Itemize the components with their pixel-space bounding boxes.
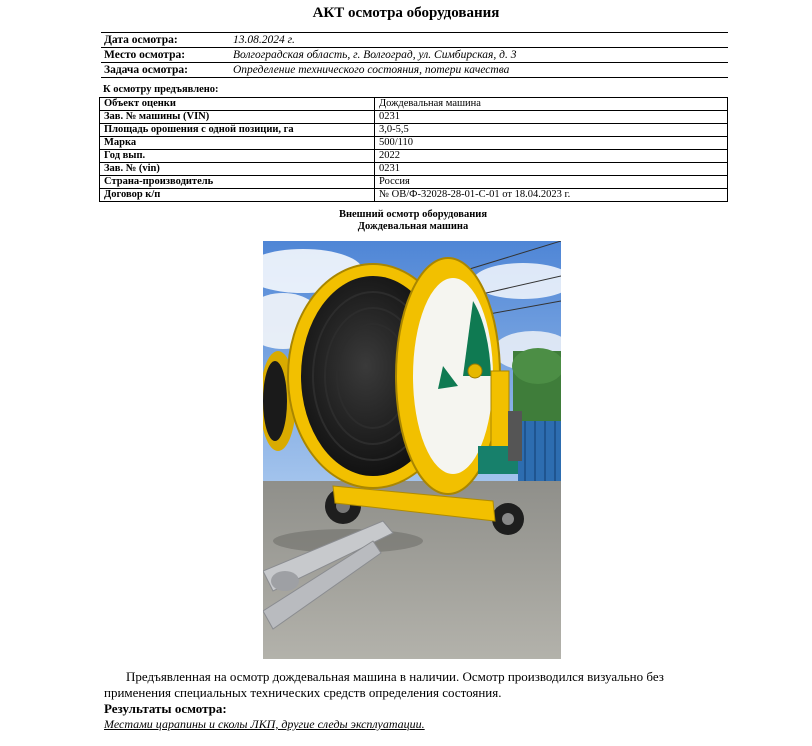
photo-caption-subtitle: Дождевальная машина xyxy=(357,221,469,232)
spec-row xyxy=(100,176,728,189)
machine-photo xyxy=(263,241,561,659)
spec-value: Дождевальная машина xyxy=(375,98,728,111)
spec-value: 3,0-5,5 xyxy=(375,124,728,137)
spec-row xyxy=(100,137,728,150)
spec-value: 0231 xyxy=(375,163,728,176)
meta-row xyxy=(101,33,728,48)
meta-label: Задача осмотра: xyxy=(101,63,230,78)
presented-heading: К осмотру предъявлено: xyxy=(103,84,219,95)
document-title: АКТ осмотра оборудования xyxy=(312,5,500,21)
inspection-meta-table xyxy=(101,32,728,78)
irrigation-machine-illustration xyxy=(263,241,561,659)
results-text: Местами царапины и сколы ЛКП, другие следы эксплуатации. xyxy=(104,717,425,731)
spec-row xyxy=(100,150,728,163)
results-heading: Результаты осмотра: xyxy=(104,701,227,716)
meta-row xyxy=(101,48,728,63)
spec-key: Страна-производитель xyxy=(100,176,375,189)
meta-row xyxy=(101,63,728,78)
spec-key: Марка xyxy=(100,137,375,150)
equipment-spec-table xyxy=(99,97,728,202)
spec-value: 0231 xyxy=(375,111,728,124)
spec-key: Зав. № (vin) xyxy=(100,163,375,176)
meta-value: 13.08.2024 г. xyxy=(230,33,728,48)
meta-value: Волгоградская область, г. Волгоград, ул. Симбирская, д. 3 xyxy=(230,48,728,63)
spec-value: 2022 xyxy=(375,150,728,163)
spec-key: Зав. № машины (VIN) xyxy=(100,111,375,124)
spec-value: № ОВ/Ф-32028-28-01-С-01 от 18.04.2023 г. xyxy=(375,189,728,202)
spec-row xyxy=(100,189,728,202)
meta-label: Место осмотра: xyxy=(101,48,230,63)
spec-value: Россия xyxy=(375,176,728,189)
spec-row xyxy=(100,163,728,176)
inspection-paragraph: Предъявленная на осмотр дождевальная машина в наличии. Осмотр производился визуально без применения специальных технических средств определения состояния. xyxy=(104,669,664,700)
spec-row xyxy=(100,124,728,137)
spec-row xyxy=(100,111,728,124)
meta-label: Дата осмотра: xyxy=(101,33,230,48)
meta-value: Определение технического состояния, потери качества xyxy=(230,63,728,78)
spec-value: 500/110 xyxy=(375,137,728,150)
spec-key: Договор к/п xyxy=(100,189,375,202)
spec-key: Год вып. xyxy=(100,150,375,163)
spec-key: Площадь орошения с одной позиции, га xyxy=(100,124,375,137)
spec-row xyxy=(100,98,728,111)
photo-caption-title: Внешний осмотр оборудования xyxy=(338,209,488,220)
spec-key: Объект оценки xyxy=(100,98,375,111)
